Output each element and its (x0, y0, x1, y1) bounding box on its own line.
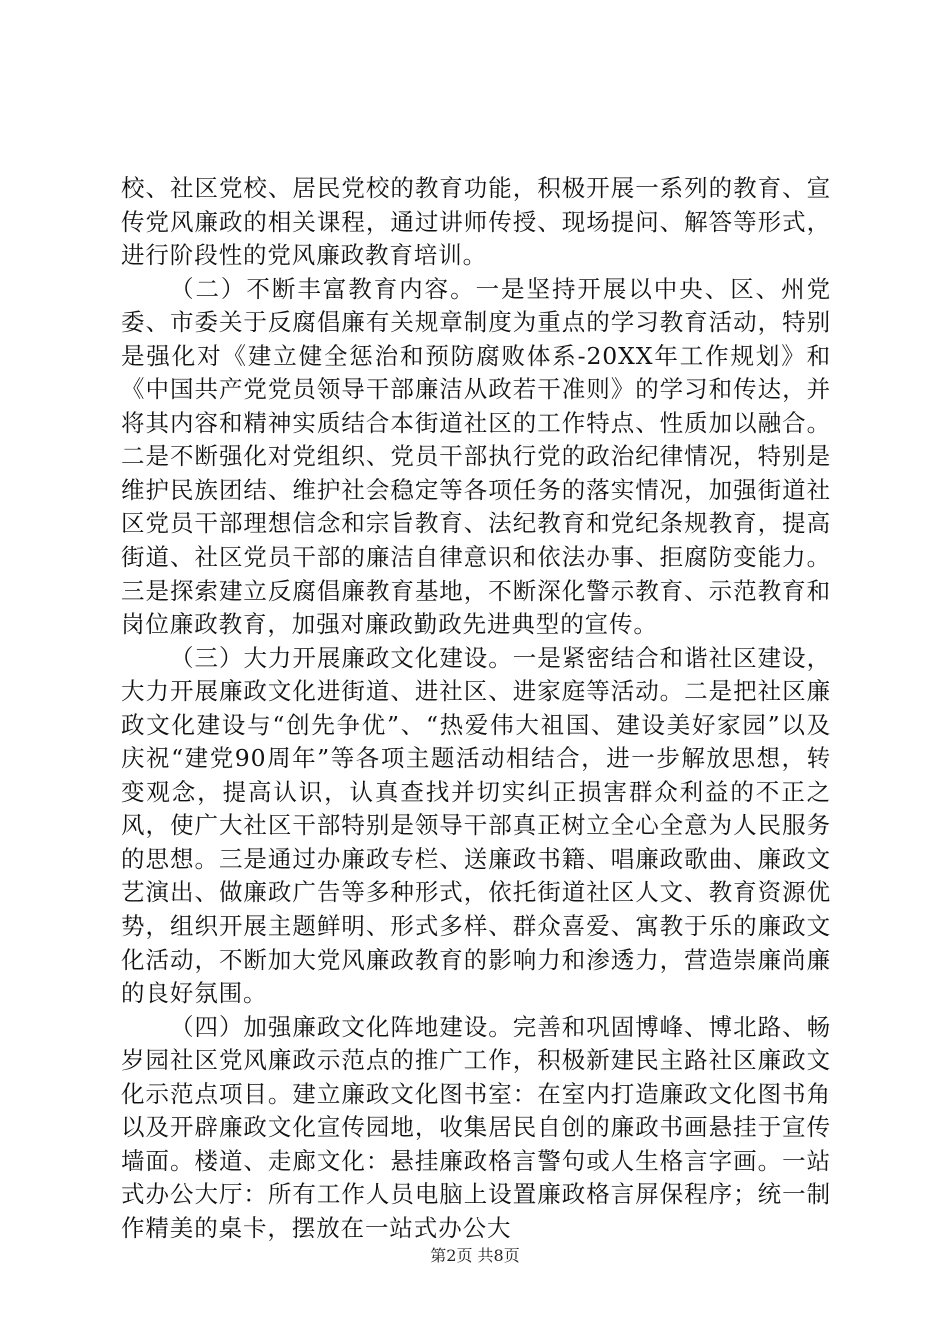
page-number-footer: 第2页 共8页 (430, 1246, 520, 1265)
paragraph-enrich-education-content: （二）不断丰富教育内容。一是坚持开展以中央、区、州党委、市委关于反腐倡廉有关规章制度为重点的学习教育活动，特别是强化对《建立健全惩治和预防腐败体系-20XX年工作规划》和《中国共产党党员领导干部廉洁从政若干准则》的学习和传达，并将其内容和精神实质结合本街道社区的工作特点、性质加以融合。二是不断强化对党组织、党员干部执行党的政治纪律情况，特别是维护民族团结、维护社会稳定等各项任务的落实情况，加强街道社区党员干部理想信念和宗旨教育、法纪教育和党纪条规教育，提高街道、社区党员干部的廉洁自律意识和依法办事、拒腐防变能力。三是探索建立反腐倡廉教育基地，不断深化警示教育、示范教育和岗位廉政教育，加强对廉政勤政先进典型的宣传。 (121, 274, 831, 639)
document-body (121, 172, 831, 1246)
paragraph-integrity-culture-venues: （四）加强廉政文化阵地建设。完善和巩固博峰、博北路、畅岁园社区党风廉政示范点的推广工作，积极新建民主路社区廉政文化示范点项目。建立廉政文化图书室：在室内打造廉政文化图书角以及开辟廉政文化宣传园地，收集居民自创的廉政书画悬挂于宣传墙面。楼道、走廊文化：悬挂廉政格言警句或人生格言字画。一站式办公大厅：所有工作人员电脑上设置廉政格言屏保程序；统一制作精美的桌卡，摆放在一站式办公大 (121, 1012, 831, 1242)
paragraph-integrity-culture-building: （三）大力开展廉政文化建设。一是紧密结合和谐社区建设，大力开展廉政文化进街道、进社区、进家庭等活动。二是把社区廉政文化建设与“创先争优”、“热爱伟大祖国、建设美好家园”以及庆祝“建党90周年”等各项主题活动相结合，进一步解放思想，转变观念，提高认识，认真查找并切实纠正损害群众利益的不正之风，使广大社区干部特别是领导干部真正树立全心全意为人民服务的思想。三是通过办廉政专栏、送廉政书籍、唱廉政歌曲、廉政文艺演出、做廉政广告等多种形式，依托街道社区人文、教育资源优势，组织开展主题鲜明、形式多样、群众喜爱、寓教于乐的廉政文化活动，不断加大党风廉政教育的影响力和渗透力，营造崇廉尚廉的良好氛围。 (121, 643, 831, 1008)
paragraph-continuation: 校、社区党校、居民党校的教育功能，积极开展一系列的教育、宣传党风廉政的相关课程，通过讲师传授、现场提问、解答等形式，进行阶段性的党风廉政教育培训。 (121, 174, 831, 270)
